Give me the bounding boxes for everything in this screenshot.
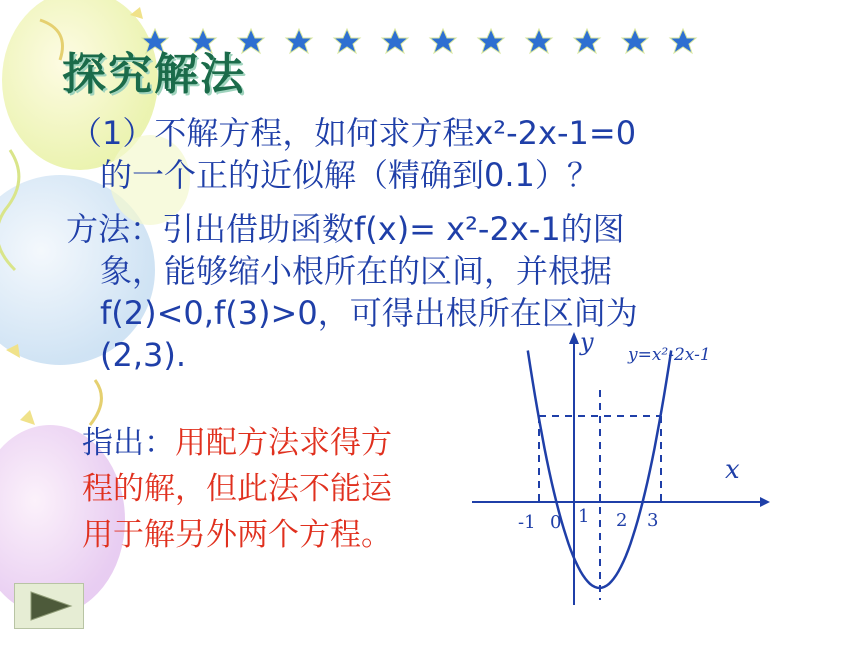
play-triangle-icon: [15, 584, 83, 628]
tick-label-0: 0: [550, 512, 562, 533]
function-label: y=x²-2x-1: [628, 345, 711, 365]
method-line-4: (2,3).: [100, 336, 187, 374]
question-line-1: （1）不解方程，如何求方程x²-2x-1=0: [70, 114, 637, 152]
question-paragraph: [70, 112, 790, 196]
next-slide-button[interactable]: [14, 583, 84, 629]
method-line-1: 方法：引出借助函数f(x)= x²-2x-1的图: [66, 210, 625, 248]
method-line-3: f(2)<0,f(3)>0，可得出根所在区间为: [100, 294, 638, 332]
parabola-graph: [460, 330, 770, 620]
method-line-2: 象，能够缩小根所在的区间，并根据: [100, 252, 613, 290]
note-line-3: 用于解另外两个方程。: [82, 517, 392, 553]
tick-label-minus1: -1: [518, 512, 536, 533]
tick-label-3: 3: [647, 510, 659, 531]
x-axis-arrow-icon: [760, 497, 770, 507]
y-axis-label: y: [580, 330, 594, 356]
slide-title: 探究解法: [62, 49, 246, 100]
note-paragraph: [82, 420, 482, 558]
note-line-2: 程的解，但此法不能运: [82, 471, 392, 507]
x-axis-label: x: [725, 455, 740, 485]
question-line-2: 的一个正的近似解（精确到0.1）？: [100, 156, 599, 194]
y-axis-arrow-icon: [569, 332, 579, 344]
note-lead: 指出：: [82, 425, 175, 461]
note-line-1: 用配方法求得方: [175, 425, 392, 461]
tick-label-1: 1: [578, 506, 590, 527]
tick-label-2: 2: [616, 510, 628, 531]
